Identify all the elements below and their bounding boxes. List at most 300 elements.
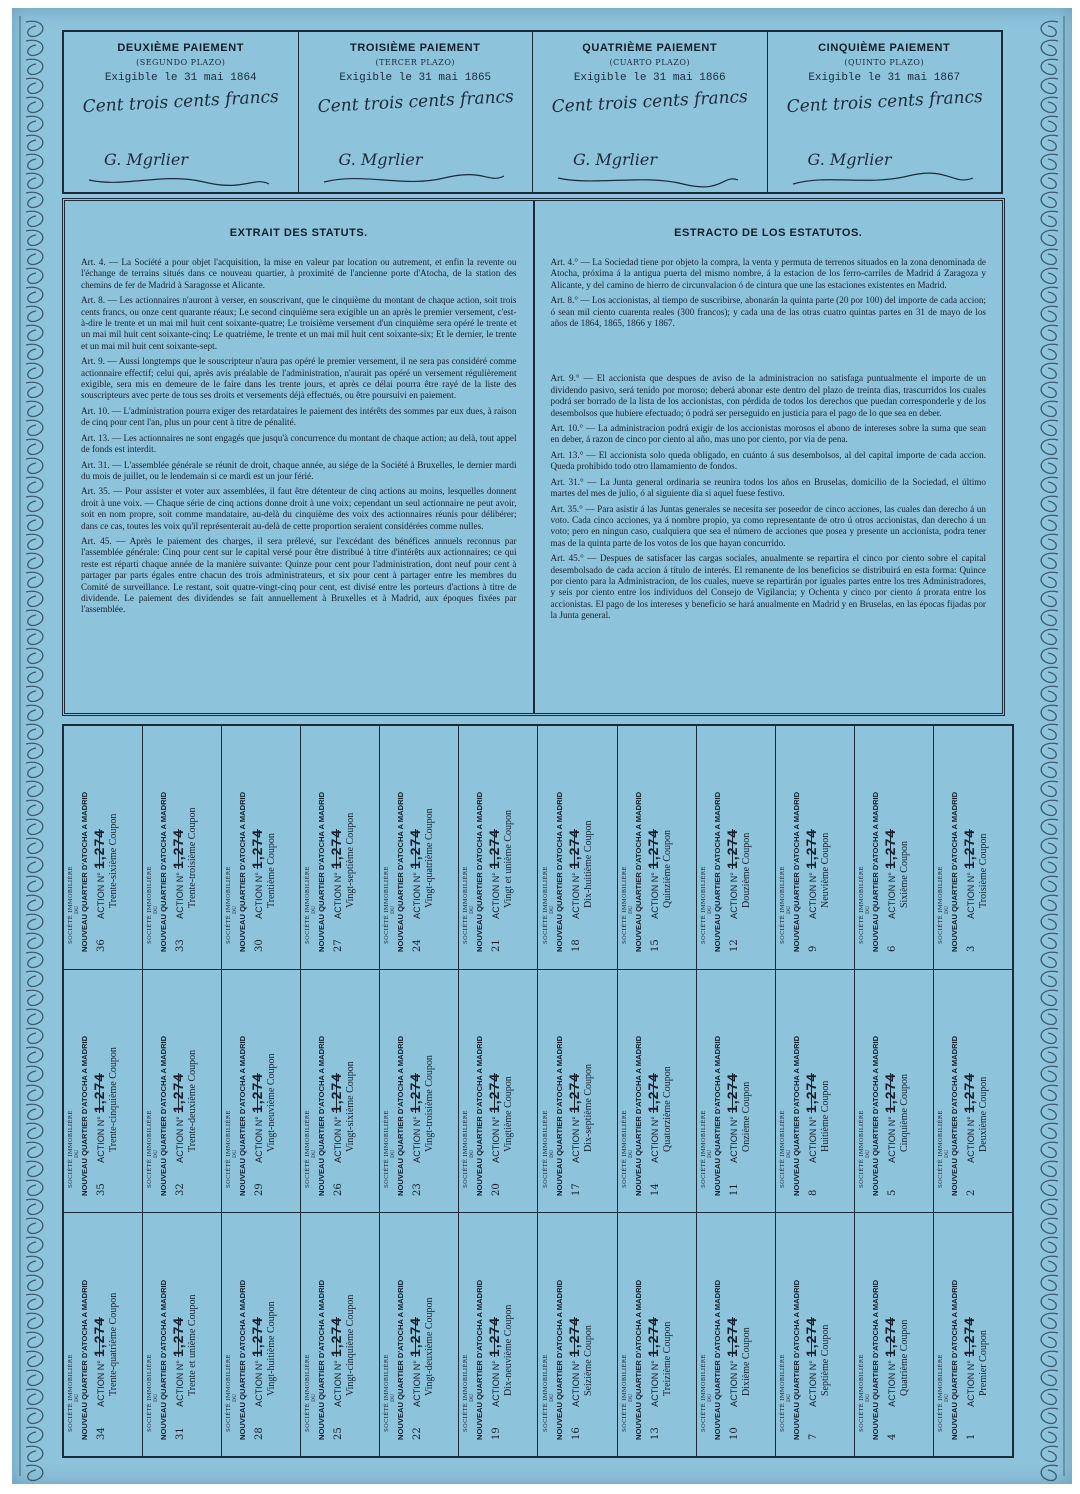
action-label: ACTION N° (491, 872, 502, 920)
coupon-name: Huitième Coupon (819, 1080, 831, 1152)
article-es: Art. 13.° — El accionista solo queda obligado, en cuánto á sus desembolsos, al del capital importe de cada accion. Queda prohibido todo otro llamamiento de fondos. (550, 449, 986, 472)
coupon-du: DU (706, 1149, 713, 1158)
coupon-number: 25 (333, 1426, 345, 1440)
coupon-text (859, 986, 929, 1196)
coupon-du: DU (864, 1149, 871, 1158)
coupon (64, 726, 143, 969)
coupon-text (147, 1230, 217, 1440)
coupon-name: Vingt-troisième Coupon (424, 1055, 436, 1152)
coupon-society: SOCIÉTÉ IMMOBILIÈRE (542, 866, 549, 945)
coupon-society: SOCIÉTÉ IMMOBILIÈRE (700, 1110, 707, 1188)
article-es: Art. 4.° — La Sociedad tiene por objeto la compra, la venta y permuta de terrenos situados en la zona denominada de Atocha, próxima á la antigua puerta del mismo nombre, á la estacion de los ferro-carriles de Madrid á Zaragoza y Alicante, y del camino de hierro de circunvalacion ó de cintura que une las estaciones existentes en Madrid. (550, 257, 986, 290)
coupon (459, 1213, 538, 1456)
coupon-name: Quinzième Coupon (661, 830, 673, 909)
coupon-row (64, 1213, 1012, 1456)
action-label: ACTION N° (886, 1359, 897, 1407)
action-number: 1,274 (881, 1316, 898, 1357)
coupon-number: 35 (96, 1183, 108, 1196)
coupon-quarter: NOUVEAU QUARTIER D'ATOCHA A MADRID (317, 1035, 327, 1196)
coupon-society: SOCIÉTÉ IMMOBILIÈRE (68, 1110, 75, 1188)
coupon-du: DU (706, 1393, 713, 1402)
coupon-number: 17 (570, 1183, 582, 1196)
action-number: 1,274 (91, 829, 108, 870)
coupon-quarter: NOUVEAU QUARTIER D'ATOCHA A MADRID (949, 1279, 959, 1440)
action-number: 1,274 (802, 829, 819, 870)
coupon-society: SOCIÉTÉ IMMOBILIÈRE (226, 1353, 233, 1432)
coupon-quarter: NOUVEAU QUARTIER D'ATOCHA A MADRID (159, 792, 169, 953)
coupon-action-line (961, 1230, 977, 1440)
coupon-number: 34 (96, 1426, 108, 1440)
coupon-text (543, 742, 613, 952)
coupon-society: SOCIÉTÉ IMMOBILIÈRE (779, 1110, 786, 1188)
coupon-sheet (62, 724, 1014, 1458)
coupon-du: DU (706, 906, 713, 915)
coupon-society: SOCIÉTÉ IMMOBILIÈRE (937, 1353, 944, 1432)
coupon-quarter: NOUVEAU QUARTIER D'ATOCHA A MADRID (712, 1035, 722, 1196)
coupon (380, 1213, 459, 1456)
coupon-text (543, 986, 613, 1196)
action-number: 1,274 (723, 1072, 740, 1114)
action-label: ACTION N° (728, 872, 739, 920)
coupon-name: Vingt-cinquième Coupon (345, 1294, 357, 1396)
coupon-society: SOCIÉTÉ IMMOBILIÈRE (858, 1110, 865, 1188)
action-label: ACTION N° (807, 1116, 818, 1163)
statutes-spanish (535, 201, 1003, 713)
handwritten-amount: Cent trois cents francs (785, 86, 983, 118)
coupon (855, 1213, 934, 1456)
signature-flourish (84, 170, 274, 190)
coupon-society: SOCIÉTÉ IMMOBILIÈRE (305, 866, 312, 945)
coupon-number: 28 (254, 1426, 266, 1440)
coupon-action-line (407, 1230, 423, 1440)
coupon-action-line (91, 742, 107, 952)
action-number: 1,274 (407, 829, 424, 870)
action-label: ACTION N° (886, 872, 897, 920)
coupon-row (64, 970, 1012, 1214)
payment-subtitle: (TERCER PLAZO) (375, 58, 456, 67)
coupon-name: Dix-huitième Coupon (582, 820, 594, 909)
coupon-text (68, 1230, 138, 1440)
coupon-action-line (882, 986, 898, 1196)
coupon-name: Vingt-quatrième Coupon (424, 808, 436, 909)
coupon-name: Vingtième Coupon (503, 1076, 515, 1152)
action-label: ACTION N° (807, 872, 818, 920)
coupon (301, 1213, 380, 1456)
coupon (380, 970, 459, 1213)
coupon-number: 5 (886, 1189, 898, 1196)
payment-title: QUATRIÈME PAIEMENT (582, 42, 718, 54)
coupon-du: DU (864, 906, 871, 915)
coupon-name: Vingt-septième Coupon (345, 813, 357, 909)
coupon-name: Seizième Coupon (582, 1324, 594, 1396)
payment-subtitle: (QUINTO PLAZO) (844, 58, 925, 67)
article-es: Art. 10.° — La administracion podrá exigir de los accionistas morosos el abono de intereses sobre la suma que sean en deber, á razon de cinco por ciento al año, mas uno por ciento, por via de pena. (550, 423, 986, 445)
coupon-action-line (566, 1230, 582, 1440)
coupon (143, 970, 222, 1213)
coupon-du: DU (943, 1149, 950, 1158)
action-label: ACTION N° (333, 872, 344, 920)
action-number: 1,274 (91, 1072, 108, 1114)
article-es: Art. 45.° — Despues de satisfacer las cargas sociales, anualmente se repartira el cinco por ciento sobre el capital desembolsado de cada accion á título de interés. El remanente de los beneficios se distribuirá en esta forma: Quince por ciento para la Administracion, de los cuales, nueve se repartirán por iguales partes entre los tres Administradores, y seis por ciento entre los individuos del Consejo de Vigilancia; y Ochenta y cinco por ciento á prorata entre los accionistas. El pago de los intereses y beneficio se hará anualmente en Madrid y en Bruselas, en las épocas fijadas por la Junta general. (550, 553, 986, 621)
action-number: 1,274 (328, 1316, 345, 1357)
coupon-name: Deuxième Coupon (977, 1076, 989, 1152)
signature: G. Mgrlier (807, 150, 892, 169)
coupon-du: DU (627, 906, 634, 915)
handwritten-amount: Cent trois cents francs (551, 86, 749, 118)
coupon-society: SOCIÉTÉ IMMOBILIÈRE (779, 1353, 786, 1432)
coupon-du: DU (232, 1149, 239, 1158)
payment-schedule (62, 30, 1003, 194)
coupon-du: DU (390, 906, 397, 915)
coupon-quarter: NOUVEAU QUARTIER D'ATOCHA A MADRID (712, 792, 722, 953)
coupon-text (622, 986, 692, 1196)
coupon-du: DU (469, 1393, 476, 1402)
coupon-action-line (328, 742, 344, 952)
action-label: ACTION N° (807, 1359, 818, 1407)
coupon-du: DU (864, 1393, 871, 1402)
coupon-quarter: NOUVEAU QUARTIER D'ATOCHA A MADRID (712, 1279, 722, 1440)
coupon-number: 26 (333, 1183, 345, 1196)
coupon-du: DU (627, 1149, 634, 1158)
coupon (380, 726, 459, 969)
coupon-number: 6 (886, 945, 898, 953)
coupon-action-line (486, 1230, 502, 1440)
article-es: Art. 9.° — El accionista que despues de aviso de la administracion no satisfaga puntualmente el importe de un dividendo pasivo, será tenido por moroso; deberá abonar este dentro del plazo de treinta dias, trascurridos los cuales podrá ser borrado de la lista de los accionistas, con pérdida de todos los derechos que puedan corresponderle y de los desembolsos que hubiere efectuado; ó podrá ser perseguido en justicia para el pago de lo que sea en deber. (550, 373, 986, 418)
action-label: ACTION N° (491, 1359, 502, 1407)
coupon-society: SOCIÉTÉ IMMOBILIÈRE (858, 866, 865, 945)
coupon-action-line (91, 986, 107, 1196)
coupon-action-line (803, 742, 819, 952)
coupon-du: DU (390, 1393, 397, 1402)
coupon-text (305, 1230, 375, 1440)
coupon (618, 970, 697, 1213)
coupon (64, 970, 143, 1213)
coupon-du: DU (74, 906, 81, 915)
coupon-du: DU (311, 906, 318, 915)
coupon-quarter: NOUVEAU QUARTIER D'ATOCHA A MADRID (633, 792, 643, 953)
payment-title: DEUXIÈME PAIEMENT (117, 42, 245, 54)
coupon-text (226, 742, 296, 952)
coupon-number: 3 (965, 945, 977, 953)
coupon-du: DU (153, 1393, 160, 1402)
coupon-quarter: NOUVEAU QUARTIER D'ATOCHA A MADRID (791, 1035, 801, 1196)
coupon-du: DU (153, 1149, 160, 1158)
coupon-society: SOCIÉTÉ IMMOBILIÈRE (700, 866, 707, 945)
coupon-society: SOCIÉTÉ IMMOBILIÈRE (463, 1110, 470, 1188)
article-es: Art. 8.° — Los accionistas, al tiempo de suscribirse, abonarán la quinta parte (20 por 100) del importe de cada accion; ó sean mil ciento cuarenta reales (300 francos); y cada una de las otras cuatro quintas partes en 31 de mayo de los años de 1864, 1865, 1866 y 1867. (550, 295, 986, 329)
coupon-du: DU (469, 906, 476, 915)
coupon-number: 27 (333, 939, 345, 953)
coupon-action-line (961, 986, 977, 1196)
coupon-quarter: NOUVEAU QUARTIER D'ATOCHA A MADRID (238, 1279, 248, 1440)
coupon-quarter: NOUVEAU QUARTIER D'ATOCHA A MADRID (80, 1035, 90, 1196)
article-fr: Art. 10. — L'administration pourra exiger des retardataires le paiement des intérêts des sommes par eux dues, à raison de cinq pour cent l'an, plus un pour cent à titre de pénalité. (81, 405, 517, 428)
coupon-action-line (566, 742, 582, 952)
coupon-du: DU (943, 1393, 950, 1402)
coupon-society: SOCIÉTÉ IMMOBILIÈRE (68, 1353, 75, 1432)
action-label: ACTION N° (254, 1116, 265, 1163)
action-label: ACTION N° (333, 1116, 344, 1163)
coupon-action-line (249, 1230, 265, 1440)
action-number: 1,274 (881, 829, 898, 870)
coupon-du: DU (390, 1149, 397, 1158)
coupon-quarter: NOUVEAU QUARTIER D'ATOCHA A MADRID (554, 1279, 564, 1440)
coupon-action-line (645, 986, 661, 1196)
coupon-number: 11 (728, 1183, 740, 1196)
coupon-society: SOCIÉTÉ IMMOBILIÈRE (463, 866, 470, 945)
coupon-name: Quatrième Coupon (898, 1319, 910, 1396)
coupon-number: 14 (649, 1183, 661, 1196)
coupon (618, 1213, 697, 1456)
coupon-du: DU (548, 1149, 555, 1158)
coupon-society: SOCIÉTÉ IMMOBILIÈRE (937, 866, 944, 945)
coupon-text (859, 1230, 929, 1440)
action-label: ACTION N° (175, 1359, 186, 1407)
coupon-action-line (724, 986, 740, 1196)
signature: G. Mgrlier (338, 150, 423, 169)
coupon (776, 970, 855, 1213)
coupon-name: Dixième Coupon (740, 1327, 752, 1396)
coupon-society: SOCIÉTÉ IMMOBILIÈRE (147, 1353, 154, 1432)
coupon (618, 726, 697, 969)
action-number: 1,274 (565, 829, 582, 870)
payment-title: CINQUIÈME PAIEMENT (818, 42, 951, 54)
coupon-text (938, 1230, 1008, 1440)
coupon-quarter: NOUVEAU QUARTIER D'ATOCHA A MADRID (949, 1035, 959, 1196)
signature-flourish (319, 170, 509, 190)
coupon-text (701, 986, 771, 1196)
coupon-text (463, 986, 533, 1196)
coupon (538, 726, 617, 969)
action-label: ACTION N° (570, 1359, 581, 1407)
handwritten-amount: Cent trois cents francs (82, 86, 280, 118)
coupon (776, 1213, 855, 1456)
coupon-number: 32 (175, 1183, 187, 1196)
payment-due-date: Exigible le 31 mai 1866 (573, 72, 726, 84)
action-label: ACTION N° (886, 1116, 897, 1163)
coupon-name: Quatorzième Coupon (661, 1066, 673, 1152)
coupon (855, 970, 934, 1213)
coupon-du: DU (74, 1393, 81, 1402)
spacer (551, 333, 987, 373)
coupon-action-line (170, 1230, 186, 1440)
coupon-action-line (645, 742, 661, 952)
action-label: ACTION N° (333, 1359, 344, 1407)
action-label: ACTION N° (254, 872, 265, 920)
coupon-name: Vingt-deuxième Coupon (424, 1297, 436, 1396)
coupon-du: DU (627, 1393, 634, 1402)
coupon-action-line (407, 986, 423, 1196)
coupon-action-line (486, 742, 502, 952)
coupon-number: 2 (965, 1189, 977, 1196)
action-number: 1,274 (960, 1316, 977, 1357)
coupon-society: SOCIÉTÉ IMMOBILIÈRE (384, 866, 391, 945)
signature: G. Mgrlier (104, 150, 189, 169)
coupon (855, 726, 934, 969)
coupon-quarter: NOUVEAU QUARTIER D'ATOCHA A MADRID (475, 1035, 485, 1196)
coupon-text (701, 742, 771, 952)
action-number: 1,274 (407, 1072, 424, 1114)
coupon-text (226, 986, 296, 1196)
payment-due-date: Exigible le 31 mai 1867 (808, 72, 961, 84)
coupon-name: Trente-quatrième Coupon (108, 1292, 120, 1396)
action-label: ACTION N° (570, 1116, 581, 1163)
coupon-text (463, 1230, 533, 1440)
coupon-text (68, 742, 138, 952)
action-label: ACTION N° (175, 872, 186, 920)
statutes-spanish-title: ESTRACTO DE LOS ESTATUTOS. (674, 227, 863, 239)
signature-flourish (553, 170, 743, 190)
coupon-number: 24 (412, 939, 424, 953)
coupon-du: DU (153, 906, 160, 915)
article-fr: Art. 8. — Les actionnaires n'auront à verser, en souscrivant, que le cinquième du montant de chaque action, soit trois cents francs, ou onze cent quarante réaux; Le second cinquième sera exigible un an après le premier versement, c'est-à-dire le trente et un mai mil huit cent soixante-quatre; Le troisième versement d'un cinquième sera opéré le trente et un mai mil huit cent soixante-cinq; Le quatrième, le trente et un mai mil huit cent soixante-six; Et le dernier, le trente et un mai mil huit cent soixante-sept. (81, 295, 517, 351)
coupon (222, 970, 301, 1213)
coupon-number: 7 (807, 1433, 819, 1440)
coupon-quarter: NOUVEAU QUARTIER D'ATOCHA A MADRID (633, 1279, 643, 1440)
coupon-number: 21 (491, 939, 503, 953)
coupon-number: 15 (649, 939, 661, 953)
coupon-du: DU (785, 1393, 792, 1402)
coupon-quarter: NOUVEAU QUARTIER D'ATOCHA A MADRID (80, 792, 90, 953)
coupon-name: Premier Coupon (977, 1329, 989, 1396)
coupon-text (384, 986, 454, 1196)
coupon-society: SOCIÉTÉ IMMOBILIÈRE (542, 1110, 549, 1188)
coupon (143, 1213, 222, 1456)
action-number: 1,274 (91, 1316, 108, 1357)
action-label: ACTION N° (412, 1359, 423, 1407)
action-number: 1,274 (960, 829, 977, 870)
action-number: 1,274 (170, 1316, 187, 1357)
action-number: 1,274 (170, 1072, 187, 1114)
coupon-text (384, 742, 454, 952)
coupon-society: SOCIÉTÉ IMMOBILIÈRE (542, 1353, 549, 1432)
coupon-society: SOCIÉTÉ IMMOBILIÈRE (621, 866, 628, 945)
coupon-number: 18 (570, 939, 582, 953)
action-number: 1,274 (565, 1072, 582, 1114)
action-label: ACTION N° (96, 1359, 107, 1407)
article-fr: Art. 45. — Après le paiement des charges, il sera prélevé, sur l'excédant des bénéfices annuels reconnus par l'assemblée générale: Cinq pour cent sur le capital versé pour être distribué à titre d'intérêts aux actionnaires; ce qui reste est réparti chaque année de la manière suivante: Quinze pour cent pour l'administration, dont neuf pour cent à partager par parts égales entre chacun des trois administrateurs, et six pour cent à partager entre les membres du Comité de surveillance. Le restant, soit quatre-vingt-cinq pour cent, est divisé entre les porteurs d'actions à titre de dividende. Le paiement des dividendes se fait annuellement à Bruxelles et à Madrid, aux époques fixées par l'assemblée. (81, 535, 517, 615)
coupon-society: SOCIÉTÉ IMMOBILIÈRE (147, 1110, 154, 1188)
coupon-action-line (407, 742, 423, 952)
coupon-number: 20 (491, 1183, 503, 1196)
payment-due-date: Exigible le 31 mai 1865 (339, 72, 492, 84)
handwritten-amount: Cent trois cents francs (316, 86, 514, 118)
coupon-society: SOCIÉTÉ IMMOBILIÈRE (937, 1110, 944, 1188)
payment-column (533, 32, 768, 192)
action-label: ACTION N° (728, 1116, 739, 1163)
coupon-name: Dix-septième Coupon (582, 1063, 594, 1152)
coupon-quarter: NOUVEAU QUARTIER D'ATOCHA A MADRID (870, 1035, 880, 1196)
coupon (934, 726, 1012, 969)
coupon-name: Vingt et unième Coupon (503, 810, 515, 909)
coupon-text (622, 742, 692, 952)
coupon (776, 726, 855, 969)
coupon-society: SOCIÉTÉ IMMOBILIÈRE (384, 1110, 391, 1188)
coupon-du: DU (232, 906, 239, 915)
coupon-society: SOCIÉTÉ IMMOBILIÈRE (779, 866, 786, 945)
coupon-action-line (803, 986, 819, 1196)
action-label: ACTION N° (649, 872, 660, 920)
coupon-number: 19 (491, 1426, 503, 1440)
coupon-text (147, 986, 217, 1196)
coupon-text (384, 1230, 454, 1440)
action-number: 1,274 (486, 1316, 503, 1357)
coupon (301, 726, 380, 969)
coupon-name: Trente-troisième Coupon (187, 807, 199, 909)
coupon-text (701, 1230, 771, 1440)
coupon-society: SOCIÉTÉ IMMOBILIÈRE (858, 1353, 865, 1432)
statutes-extract (62, 198, 1005, 716)
action-label: ACTION N° (491, 1116, 502, 1163)
payment-due-date: Exigible le 31 mai 1864 (104, 72, 257, 84)
coupon-text (463, 742, 533, 952)
coupon (301, 970, 380, 1213)
action-number: 1,274 (802, 1072, 819, 1114)
coupon-quarter: NOUVEAU QUARTIER D'ATOCHA A MADRID (554, 792, 564, 953)
action-label: ACTION N° (649, 1359, 660, 1407)
coupon-name: Onzième Coupon (740, 1081, 752, 1152)
coupon-society: SOCIÉTÉ IMMOBILIÈRE (621, 1353, 628, 1432)
action-label: ACTION N° (649, 1116, 660, 1163)
coupon-quarter: NOUVEAU QUARTIER D'ATOCHA A MADRID (80, 1279, 90, 1440)
coupon (222, 726, 301, 969)
action-number: 1,274 (249, 829, 266, 870)
article-fr: Art. 35. — Pour assister et voter aux assemblées, il faut être détenteur de cinq actions au moins, lesquelles donnent droit à une voix. — Chaque série de cinq actions donne droit à une voix; cependant un seul actionnaire ne peut avoir, soit en nom propre, soit comme mandataire, au-delà du cinquième des voix des actionnaires réunis pour délibérer; dans ce cas, toutes les voix qu'il représenterait au-delà de cette proportion seraient considérées comme nulles. (81, 486, 517, 531)
coupon-action-line (170, 986, 186, 1196)
coupon-text (780, 742, 850, 952)
coupon (697, 726, 776, 969)
coupon-name: Neuvième Coupon (819, 833, 831, 909)
statutes-french-title: EXTRAIT DES STATUTS. (229, 227, 368, 239)
coupon-text (938, 986, 1008, 1196)
coupon-du: DU (74, 1149, 81, 1158)
action-label: ACTION N° (965, 1116, 976, 1163)
payment-column (768, 32, 1002, 192)
coupon-society: SOCIÉTÉ IMMOBILIÈRE (226, 866, 233, 945)
coupon-text (226, 1230, 296, 1440)
coupon-quarter: NOUVEAU QUARTIER D'ATOCHA A MADRID (159, 1279, 169, 1440)
coupon-text (938, 742, 1008, 952)
coupon-action-line (486, 986, 502, 1196)
coupon-number: 10 (728, 1426, 740, 1440)
coupon (538, 970, 617, 1213)
action-number: 1,274 (802, 1316, 819, 1357)
coupon-quarter: NOUVEAU QUARTIER D'ATOCHA A MADRID (238, 792, 248, 953)
article-es: Art. 35.° — Para asistir á las Juntas generales se necesita ser poseedor de cinco acciones, las cuales dan derecho á un voto. Cada cinco acciones, ya á nombre propio, ya como representante de otro ú otros accionistas, dan derecho á un voto; pero en ningun caso, cualquiera que sea el número de acciones que posea y presente un accionista, podra tener mas de la quinta parte de los votos de los que hayan concurrido. (550, 503, 986, 548)
action-label: ACTION N° (412, 1116, 423, 1163)
coupon-text (305, 742, 375, 952)
coupon (697, 1213, 776, 1456)
coupon-society: SOCIÉTÉ IMMOBILIÈRE (305, 1353, 312, 1432)
coupon-society: SOCIÉTÉ IMMOBILIÈRE (621, 1110, 628, 1188)
coupon-number: 29 (254, 1183, 266, 1196)
coupon-action-line (249, 742, 265, 952)
coupon-number: 16 (570, 1426, 582, 1440)
action-number: 1,274 (328, 829, 345, 870)
article-fr: Art. 9. — Aussi longtemps que le souscripteur n'aura pas opéré le premier versement, il ne sera pas considéré comme actionnaire effectif; celui qui, après avis préalable de l'administration, n'aurait pas opéré un versement régulièrement exigible, sera mis en demeure de le faire dans les trente jours, et après ce délai pourra être rayé de la liste des souscripteurs avec perte de tous ses droits et versements déjà effectués, ou être poursuivi en paiement. (81, 356, 517, 401)
article-es: Art. 31.° — La Junta general ordinaria se reunira todos los años en Bruselas, domicilio de la Sociedad, el último martes del mes de julio, ó al siguiente dia si aquel fuese festivo. (550, 476, 986, 499)
action-label: ACTION N° (412, 872, 423, 920)
payment-title: TROISIÈME PAIEMENT (350, 42, 481, 54)
coupon-text (68, 986, 138, 1196)
coupon-quarter: NOUVEAU QUARTIER D'ATOCHA A MADRID (396, 792, 406, 953)
coupon-du: DU (548, 906, 555, 915)
action-number: 1,274 (644, 1316, 661, 1357)
coupon-name: Trente-sixième Coupon (108, 813, 120, 909)
coupon-text (147, 742, 217, 952)
coupon-text (543, 1230, 613, 1440)
coupon-quarter: NOUVEAU QUARTIER D'ATOCHA A MADRID (317, 1279, 327, 1440)
